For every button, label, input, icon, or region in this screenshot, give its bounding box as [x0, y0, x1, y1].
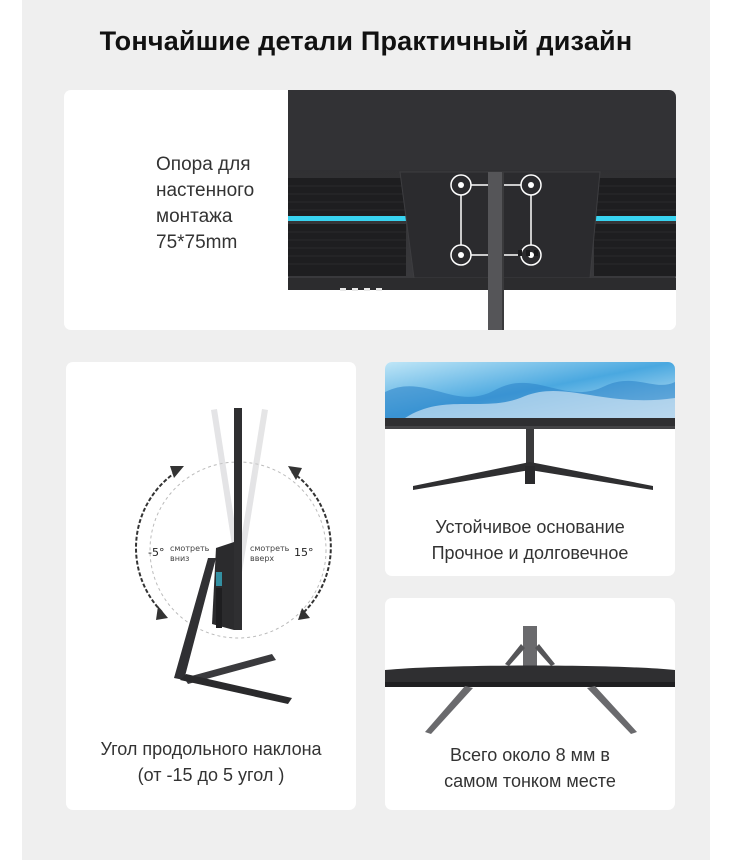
monitor-thin-profile-image	[385, 598, 675, 738]
vesa-mount-card	[64, 90, 676, 330]
monitor-front-base-image	[385, 362, 675, 502]
monitor-tilt-side-image	[66, 362, 356, 722]
vesa-line-4: 75*75mm	[156, 232, 238, 253]
tilt-caption-line-1: Угол продольного наклона	[100, 739, 322, 759]
tilt-down-angle: -5°	[148, 546, 165, 559]
tilt-down-label-2: вниз	[170, 554, 190, 563]
vesa-line-2: настенного	[156, 180, 255, 201]
product-feature-page	[22, 0, 710, 860]
tilt-caption-line-2: (от -15 до 5 угол )	[137, 765, 285, 785]
thin-caption	[385, 742, 675, 794]
thin-profile-card	[385, 598, 675, 810]
tilt-up-label-2: вверх	[250, 554, 275, 563]
base-caption	[385, 514, 675, 566]
thin-caption-line-1: Всего около 8 мм в	[450, 745, 610, 765]
thin-caption-line-2: самом тонком месте	[444, 771, 616, 791]
monitor-back-vesa-image	[288, 90, 676, 330]
base-caption-line-1: Устойчивое основание	[435, 517, 625, 537]
page-title: Тончайшие детали Практичный дизайн	[99, 26, 633, 56]
tilt-angle-card	[66, 362, 356, 810]
vesa-line-1: Опора для	[156, 154, 251, 175]
tilt-up-label-1: смотреть	[250, 544, 290, 553]
tilt-caption	[66, 736, 356, 788]
vesa-description	[156, 152, 286, 256]
vesa-line-3: монтажа	[156, 206, 233, 227]
stable-base-card	[385, 362, 675, 576]
tilt-up-angle: 15°	[294, 546, 314, 559]
base-caption-line-2: Прочное и долговечное	[431, 543, 629, 563]
tilt-down-label-1: смотреть	[170, 544, 210, 553]
